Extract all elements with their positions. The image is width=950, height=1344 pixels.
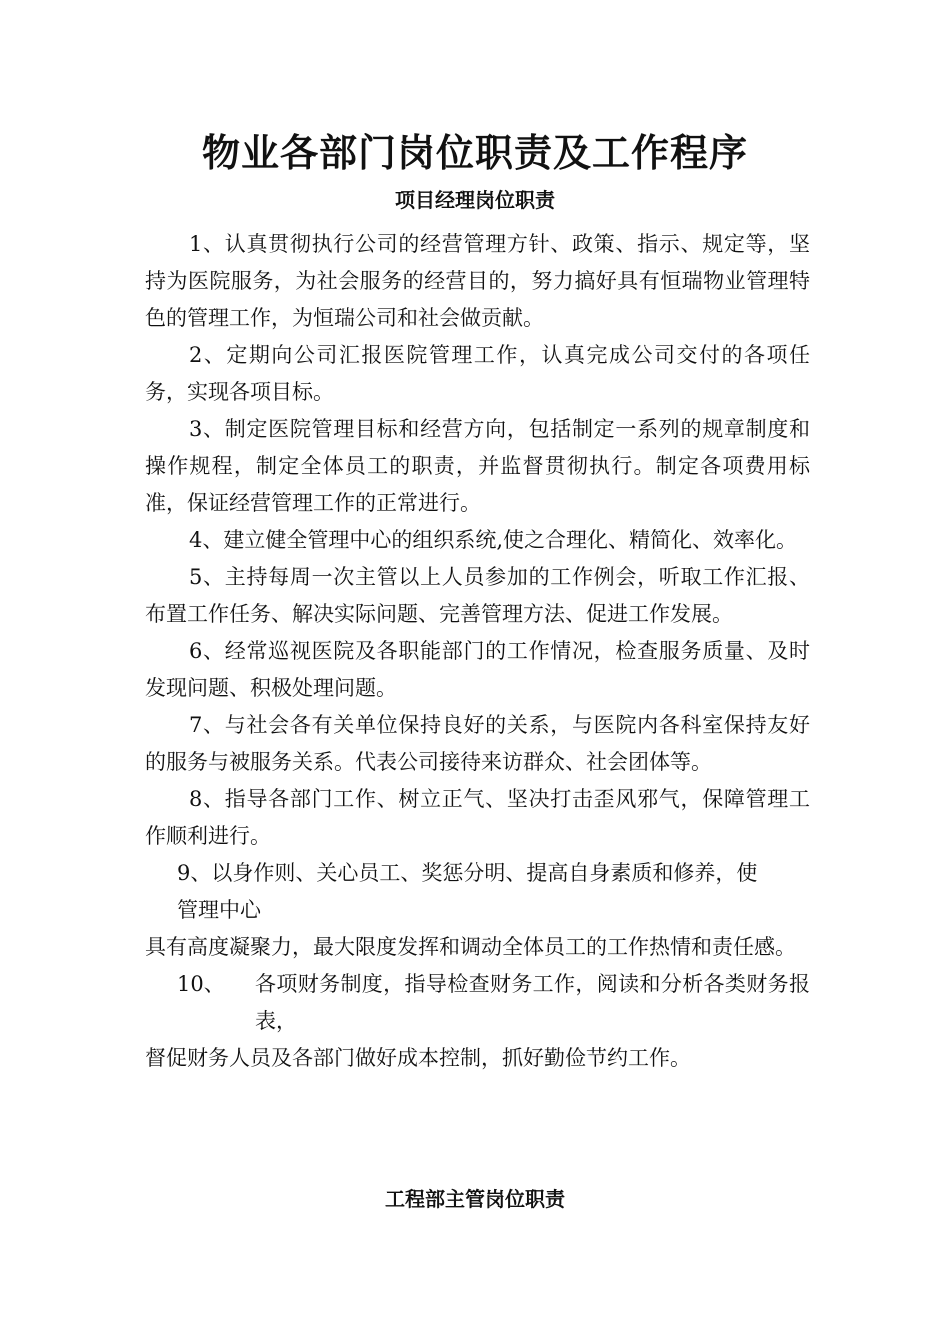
document-body	[145, 226, 810, 1077]
paragraph-8: 8、指导各部门工作、树立正气、坚决打击歪风邪气，保障管理工作顺利进行。	[145, 787, 810, 848]
paragraph-6: 6、经常巡视医院及各职能部门的工作情况，检查服务质量、及时发现问题、积极处理问题。	[145, 639, 810, 700]
paragraph-5: 5、主持每周一次主管以上人员参加的工作例会，听取工作汇报、布置工作任务、解决实际问题、完善管理方法、促进工作发展。	[145, 565, 810, 626]
paragraph-9-continuation: 具有高度凝聚力，最大限度发挥和调动全体员工的工作热情和责任感。	[145, 935, 796, 959]
paragraph-10-number: 10、	[177, 972, 225, 996]
paragraph-10	[145, 966, 810, 1040]
paragraph-10-continuation: 督促财务人员及各部门做好成本控制，抓好勤俭节约工作。	[145, 1046, 691, 1070]
paragraph-9-line-1: 9、以身作则、关心员工、奖惩分明、提高自身素质和修养，使	[177, 861, 758, 885]
paragraph-2: 2、定期向公司汇报医院管理工作，认真完成公司交付的各项任务，实现各项目标。	[145, 343, 810, 404]
paragraph-3: 3、制定医院管理目标和经营方向，包括制定一系列的规章制度和操作规程，制定全体员工的职责，并监督贯彻执行。制定各项费用标准，保证经营管理工作的正常进行。	[145, 417, 810, 515]
paragraph-9-line-2: 管理中心	[177, 898, 261, 922]
paragraph-1: 1、认真贯彻执行公司的经营管理方针、政策、指示、规定等，坚持为医院服务，为社会服务的经营目的，努力搞好具有恒瑞物业管理特色的管理工作，为恒瑞公司和社会做贡献。	[145, 232, 810, 330]
document-title: 物业各部门岗位职责及工作程序	[201, 130, 748, 175]
section-heading-engineering-supervisor: 工程部主管岗位职责	[385, 1187, 565, 1211]
paragraph-4: 4、建立健全管理中心的组织系统,使之合理化、精简化、效率化。	[189, 528, 798, 552]
paragraph-10-text: 各项财务制度，指导检查财务工作，阅读和分析各类财务报表，	[255, 972, 810, 1033]
section-heading-project-manager: 项目经理岗位职责	[395, 188, 555, 212]
paragraph-7: 7、与社会各有关单位保持良好的关系，与医院内各科室保持友好的服务与被服务关系。代表公司接待来访群众、社会团体等。	[145, 713, 810, 774]
